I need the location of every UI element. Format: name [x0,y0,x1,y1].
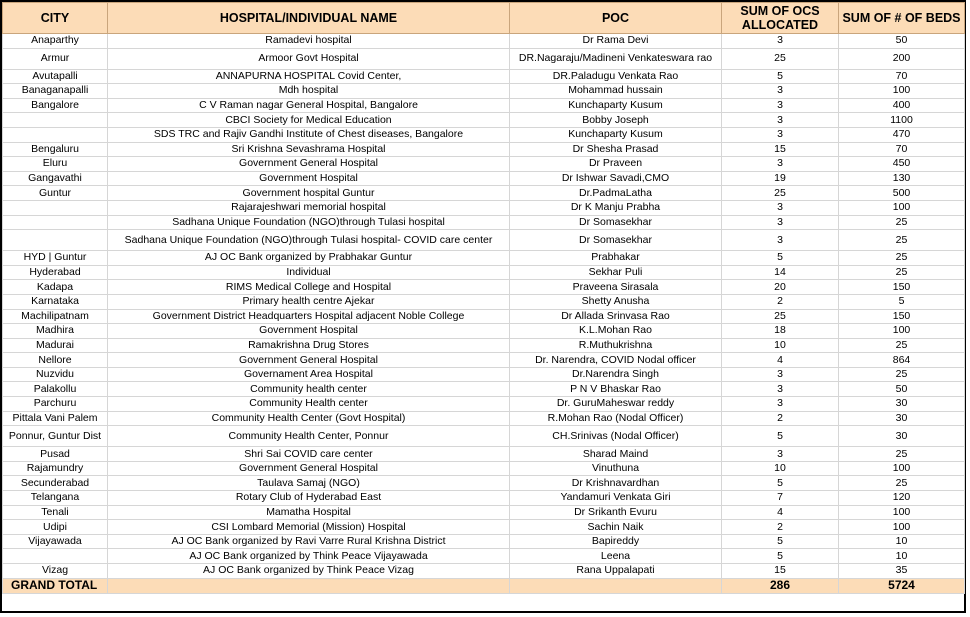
beds-cell: 25 [839,367,965,382]
table-row [3,280,965,295]
beds-cell: 5 [839,294,965,309]
city-cell: Bengaluru [3,142,108,157]
table-row [3,476,965,491]
beds-cell: 50 [839,34,965,49]
ocs-cell: 3 [722,200,839,215]
poc-cell: P N V Bhaskar Rao [510,382,722,397]
hospital-name-cell: Mamatha Hospital [108,505,510,520]
ocs-cell: 10 [722,461,839,476]
poc-cell: Dr. GuruMaheswar reddy [510,397,722,412]
hospital-name-cell: CSI Lombard Memorial (Mission) Hospital [108,520,510,535]
grand-total-row [3,578,965,593]
table-row [3,324,965,339]
table-row [3,69,965,84]
header-poc: POC [510,3,722,34]
grand-total-beds: 5724 [839,578,965,593]
city-cell: Bangalore [3,98,108,113]
ocs-cell: 3 [722,215,839,230]
beds-cell: 25 [839,338,965,353]
city-cell: Gangavathi [3,171,108,186]
city-cell: Kadapa [3,280,108,295]
table-row [3,265,965,280]
poc-cell: Dr Srikanth Evuru [510,505,722,520]
city-cell: Telangana [3,491,108,506]
ocs-cell: 25 [722,309,839,324]
city-cell: Tenali [3,505,108,520]
poc-cell: Dr Somasekhar [510,215,722,230]
hospital-name-cell: Sadhana Unique Foundation (NGO)through Tulasi hospital [108,215,510,230]
hospital-oc-table [2,2,965,594]
beds-cell: 25 [839,447,965,462]
poc-cell: Dr Ishwar Savadi,CMO [510,171,722,186]
table-row [3,520,965,535]
poc-cell: Sekhar Puli [510,265,722,280]
poc-cell: Leena [510,549,722,564]
table-row [3,215,965,230]
poc-cell: R.Mohan Rao (Nodal Officer) [510,411,722,426]
table-row [3,411,965,426]
ocs-cell: 5 [722,426,839,447]
hospital-name-cell: AJ OC Bank organized by Think Peace Vijayawada [108,549,510,564]
ocs-cell: 25 [722,48,839,69]
table-row [3,142,965,157]
poc-cell: Sachin Naik [510,520,722,535]
table-row [3,251,965,266]
city-cell [3,215,108,230]
beds-cell: 100 [839,461,965,476]
ocs-cell: 3 [722,127,839,142]
grand-total-poc-cell [510,578,722,593]
beds-cell: 100 [839,520,965,535]
beds-cell: 150 [839,280,965,295]
beds-cell: 120 [839,491,965,506]
ocs-cell: 15 [722,142,839,157]
ocs-cell: 20 [722,280,839,295]
beds-cell: 100 [839,324,965,339]
poc-cell: Dr Somasekhar [510,230,722,251]
poc-cell: DR.Paladugu Venkata Rao [510,69,722,84]
city-cell: Secunderabad [3,476,108,491]
poc-cell: Dr Krishnavardhan [510,476,722,491]
hospital-name-cell: Individual [108,265,510,280]
city-cell: Nellore [3,353,108,368]
ocs-cell: 2 [722,294,839,309]
hospital-name-cell: Shri Sai COVID care center [108,447,510,462]
ocs-cell: 5 [722,476,839,491]
poc-cell: Dr.PadmaLatha [510,186,722,201]
table-row [3,186,965,201]
hospital-name-cell: SDS TRC and Rajiv Gandhi Institute of Chest diseases, Bangalore [108,127,510,142]
ocs-cell: 3 [722,397,839,412]
beds-cell: 400 [839,98,965,113]
table-row [3,294,965,309]
city-cell: Hyderabad [3,265,108,280]
hospital-name-cell: Community health center [108,382,510,397]
beds-cell: 450 [839,157,965,172]
ocs-cell: 3 [722,98,839,113]
hospital-name-cell: Ramakrishna Drug Stores [108,338,510,353]
city-cell [3,200,108,215]
poc-cell: R.Muthukrishna [510,338,722,353]
city-cell [3,230,108,251]
hospital-name-cell: Sri Krishna Sevashrama Hospital [108,142,510,157]
table-row [3,98,965,113]
table-row [3,491,965,506]
beds-cell: 70 [839,142,965,157]
city-cell: Eluru [3,157,108,172]
ocs-cell: 3 [722,157,839,172]
city-cell: HYD | Guntur [3,251,108,266]
table-row [3,113,965,128]
hospital-name-cell: Government General Hospital [108,461,510,476]
beds-cell: 100 [839,200,965,215]
beds-cell: 500 [839,186,965,201]
ocs-cell: 4 [722,505,839,520]
city-cell: Anaparthy [3,34,108,49]
table-row [3,157,965,172]
header-city: CITY [3,3,108,34]
city-cell: Madurai [3,338,108,353]
table-row [3,367,965,382]
city-cell [3,127,108,142]
beds-cell: 1100 [839,113,965,128]
city-cell: Pittala Vani Palem [3,411,108,426]
ocs-cell: 3 [722,113,839,128]
ocs-cell: 7 [722,491,839,506]
city-cell: Banaganapalli [3,84,108,99]
beds-cell: 30 [839,411,965,426]
table-row [3,382,965,397]
beds-cell: 30 [839,426,965,447]
ocs-cell: 10 [722,338,839,353]
hospital-name-cell: Rotary Club of Hyderabad East [108,491,510,506]
ocs-cell: 3 [722,230,839,251]
poc-cell: DR.Nagaraju/Madineni Venkateswara rao [510,48,722,69]
city-cell [3,549,108,564]
header-hospital-name: HOSPITAL/INDIVIDUAL NAME [108,3,510,34]
ocs-cell: 19 [722,171,839,186]
hospital-name-cell: Primary health centre Ajekar [108,294,510,309]
ocs-cell: 14 [722,265,839,280]
city-cell: Armur [3,48,108,69]
city-cell: Parchuru [3,397,108,412]
ocs-cell: 3 [722,447,839,462]
city-cell: Karnataka [3,294,108,309]
beds-cell: 25 [839,476,965,491]
ocs-cell: 2 [722,520,839,535]
hospital-name-cell: Ramadevi hospital [108,34,510,49]
poc-cell: Dr Praveen [510,157,722,172]
table-row [3,48,965,69]
beds-cell: 70 [839,69,965,84]
beds-cell: 100 [839,84,965,99]
hospital-name-cell: Government General Hospital [108,353,510,368]
ocs-cell: 15 [722,564,839,579]
beds-cell: 130 [839,171,965,186]
table-row [3,84,965,99]
beds-cell: 200 [839,48,965,69]
poc-cell: Vinuthuna [510,461,722,476]
poc-cell: Dr.Narendra Singh [510,367,722,382]
poc-cell: Rana Uppalapati [510,564,722,579]
table-body [3,34,965,579]
table-row [3,200,965,215]
ocs-cell: 5 [722,549,839,564]
poc-cell: Kunchaparty Kusum [510,98,722,113]
hospital-name-cell: Mdh hospital [108,84,510,99]
table-row [3,171,965,186]
hospital-name-cell: AJ OC Bank organized by Ravi Varre Rural Krishna District [108,534,510,549]
city-cell: Rajamundry [3,461,108,476]
poc-cell: Dr Rama Devi [510,34,722,49]
city-cell: Madhira [3,324,108,339]
hospital-name-cell: Community Health center [108,397,510,412]
poc-cell: Bobby Joseph [510,113,722,128]
grand-total-name-cell [108,578,510,593]
beds-cell: 35 [839,564,965,579]
poc-cell: Mohammad hussain [510,84,722,99]
hospital-name-cell: CBCI Society for Medical Education [108,113,510,128]
hospital-name-cell: Government Hospital [108,171,510,186]
poc-cell: Prabhakar [510,251,722,266]
beds-cell: 150 [839,309,965,324]
grand-total-ocs: 286 [722,578,839,593]
city-cell: Ponnur, Guntur Dist [3,426,108,447]
beds-cell: 864 [839,353,965,368]
beds-cell: 100 [839,505,965,520]
table-row [3,564,965,579]
poc-cell: Dr Allada Srinvasa Rao [510,309,722,324]
ocs-cell: 2 [722,411,839,426]
city-cell: Vijayawada [3,534,108,549]
city-cell: Palakollu [3,382,108,397]
hospital-name-cell: Taulava Samaj (NGO) [108,476,510,491]
beds-cell: 25 [839,251,965,266]
ocs-cell: 3 [722,34,839,49]
table-row [3,353,965,368]
hospital-name-cell: Government District Headquarters Hospital adjacent Noble College [108,309,510,324]
ocs-cell: 4 [722,353,839,368]
hospital-name-cell: RIMS Medical College and Hospital [108,280,510,295]
beds-cell: 25 [839,265,965,280]
hospital-name-cell: ANNAPURNA HOSPITAL Covid Center, [108,69,510,84]
ocs-cell: 18 [722,324,839,339]
hospital-name-cell: Governament Area Hospital [108,367,510,382]
grand-total-label: GRAND TOTAL [3,578,108,593]
city-cell: Pusad [3,447,108,462]
ocs-cell: 25 [722,186,839,201]
beds-cell: 10 [839,549,965,564]
table-row [3,309,965,324]
beds-cell: 25 [839,215,965,230]
hospital-name-cell: Government Hospital [108,324,510,339]
city-cell: Machilipatnam [3,309,108,324]
hospital-name-cell: AJ OC Bank organized by Think Peace Vizag [108,564,510,579]
poc-cell: Dr. Narendra, COVID Nodal officer [510,353,722,368]
hospital-name-cell: Rajarajeshwari memorial hospital [108,200,510,215]
poc-cell: Dr K Manju Prabha [510,200,722,215]
table-row [3,534,965,549]
ocs-cell: 3 [722,367,839,382]
header-row [3,3,965,34]
poc-cell: Sharad Maind [510,447,722,462]
hospital-name-cell: Community Health Center (Govt Hospital) [108,411,510,426]
table-row [3,447,965,462]
ocs-cell: 3 [722,84,839,99]
city-cell: Udipi [3,520,108,535]
beds-cell: 50 [839,382,965,397]
city-cell: Nuzvidu [3,367,108,382]
table-row [3,461,965,476]
hospital-name-cell: Community Health Center, Ponnur [108,426,510,447]
ocs-cell: 5 [722,534,839,549]
city-cell [3,113,108,128]
poc-cell: Bapireddy [510,534,722,549]
city-cell: Avutapalli [3,69,108,84]
beds-cell: 30 [839,397,965,412]
city-cell: Vizag [3,564,108,579]
city-cell: Guntur [3,186,108,201]
beds-cell: 10 [839,534,965,549]
hospital-name-cell: AJ OC Bank organized by Prabhakar Guntur [108,251,510,266]
table-row [3,426,965,447]
poc-cell: Shetty Anusha [510,294,722,309]
beds-cell: 25 [839,230,965,251]
hospital-name-cell: Government General Hospital [108,157,510,172]
table-row [3,127,965,142]
table-row [3,34,965,49]
table-row [3,397,965,412]
poc-cell: Kunchaparty Kusum [510,127,722,142]
table-row [3,338,965,353]
header-beds: SUM OF # OF BEDS [839,3,965,34]
hospital-name-cell: Government hospital Guntur [108,186,510,201]
ocs-cell: 5 [722,251,839,266]
poc-cell: Praveena Sirasala [510,280,722,295]
poc-cell: CH.Srinivas (Nodal Officer) [510,426,722,447]
ocs-cell: 3 [722,382,839,397]
hospital-name-cell: Armoor Govt Hospital [108,48,510,69]
table-row [3,230,965,251]
poc-cell: K.L.Mohan Rao [510,324,722,339]
table-row [3,549,965,564]
beds-cell: 470 [839,127,965,142]
ocs-cell: 5 [722,69,839,84]
hospital-name-cell: Sadhana Unique Foundation (NGO)through Tulasi hospital- COVID care center [108,230,510,251]
table-row [3,505,965,520]
poc-cell: Yandamuri Venkata Giri [510,491,722,506]
hospital-name-cell: C V Raman nagar General Hospital, Bangalore [108,98,510,113]
poc-cell: Dr Shesha Prasad [510,142,722,157]
header-ocs-allocated: SUM OF OCS ALLOCATED [722,3,839,34]
